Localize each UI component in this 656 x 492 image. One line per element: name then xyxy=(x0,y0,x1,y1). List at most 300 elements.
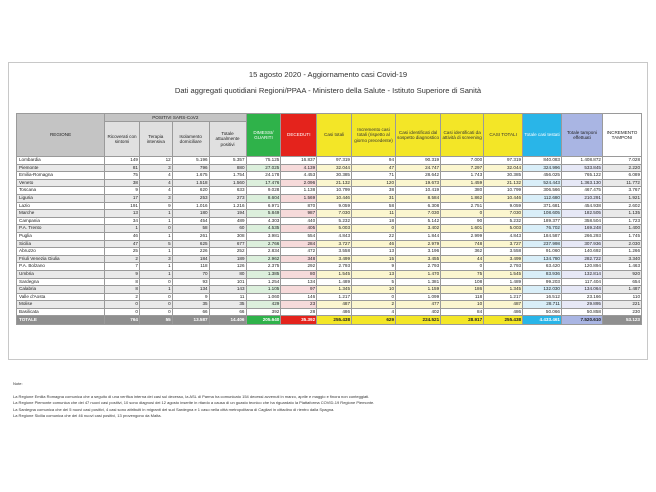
table-cell: 252 xyxy=(209,248,246,256)
table-cell: 487 xyxy=(484,301,523,309)
page-title: 15 agosto 2020 - Aggiornamento casi Covid-19 xyxy=(248,70,408,79)
table-row xyxy=(17,179,642,187)
total-cell: 255.438 xyxy=(317,316,352,325)
table-cell: 677 xyxy=(209,240,246,248)
table-cell: 132.814 xyxy=(561,270,602,278)
table-cell: 9 xyxy=(172,293,209,301)
table-cell: 6.308 xyxy=(396,202,441,210)
table-cell: 1.844 xyxy=(396,232,441,240)
table-cell: 80 xyxy=(209,270,246,278)
total-cell: 53.123 xyxy=(602,316,641,325)
table-cell: 3.727 xyxy=(317,240,352,248)
table-cell: 169.248 xyxy=(561,225,602,233)
table-cell: 12 xyxy=(139,157,172,165)
table-cell: 2.220 xyxy=(602,164,641,172)
table-cell: 132.030 xyxy=(523,286,562,294)
table-cell: 5 xyxy=(352,278,396,286)
table-row xyxy=(17,187,642,195)
table-cell: 1.569 xyxy=(281,194,317,202)
table-cell: 796 xyxy=(172,164,209,172)
table-cell: 13 xyxy=(352,270,396,278)
region-name: Abruzzo xyxy=(17,248,105,256)
table-cell: 35 xyxy=(209,301,246,309)
table-cell: 1.743 xyxy=(441,172,484,180)
table-cell: 2.751 xyxy=(441,202,484,210)
region-name: Lazio xyxy=(17,202,105,210)
table-cell: 266.293 xyxy=(561,232,602,240)
table-cell: 6.971 xyxy=(246,202,281,210)
table-cell: 0 xyxy=(139,225,172,233)
table-row xyxy=(17,172,642,180)
total-cell: 35.392 xyxy=(281,316,317,325)
table-cell: 13 xyxy=(352,248,396,256)
col-header: CASI TOTALI xyxy=(484,114,523,157)
table-cell: 191 xyxy=(105,202,140,210)
table-cell: 1 xyxy=(139,263,172,271)
table-cell: 8.584 xyxy=(396,194,441,202)
table-cell: 80 xyxy=(281,270,317,278)
table-cell: 9 xyxy=(105,270,140,278)
table-cell: 58 xyxy=(172,225,209,233)
table-cell: 1.254 xyxy=(246,278,281,286)
table-row xyxy=(17,225,642,233)
table-cell: 1.675 xyxy=(172,172,209,180)
table-cell: 4.843 xyxy=(317,232,352,240)
table-cell: 0 xyxy=(139,278,172,286)
col-header: Totale attualmente positivi xyxy=(209,122,246,157)
table-row xyxy=(17,232,642,240)
table-cell: 58 xyxy=(352,202,396,210)
table-cell: 765.122 xyxy=(561,172,602,180)
col-header: INCREMENTO TAMPONI xyxy=(602,114,641,157)
table-cell: 10.799 xyxy=(317,187,352,195)
table-cell: 3.340 xyxy=(602,255,641,263)
table-cell: 1.459 xyxy=(441,179,484,187)
table-cell: 429 xyxy=(246,301,281,309)
table-cell: 149 xyxy=(105,157,140,165)
table-cell: 1 xyxy=(105,225,140,233)
table-cell: 6.089 xyxy=(602,172,641,180)
table-cell: 454 xyxy=(172,217,209,225)
region-name: Campania xyxy=(17,217,105,225)
table-cell: 1.745 xyxy=(602,232,641,240)
table-cell: 348 xyxy=(281,255,317,263)
region-name: Lombardia xyxy=(17,157,105,165)
table-row xyxy=(17,202,642,210)
region-name: Sicilia xyxy=(17,240,105,248)
region-name: Piemonte xyxy=(17,164,105,172)
table-cell: 1.489 xyxy=(484,278,523,286)
table-row xyxy=(17,210,642,218)
table-cell: 1.723 xyxy=(602,217,641,225)
table-cell: 2.096 xyxy=(281,179,317,187)
table-cell: 1 xyxy=(139,232,172,240)
table-cell: 987 xyxy=(281,210,317,218)
total-label: TOTALE xyxy=(17,316,105,325)
table-cell: 66 xyxy=(172,308,209,316)
table-cell: 3.558 xyxy=(484,248,523,256)
table-cell: 31 xyxy=(352,194,396,202)
table-cell: 93 xyxy=(172,278,209,286)
table-cell: 134.780 xyxy=(523,255,562,263)
region-name: P.A. Trento xyxy=(17,225,105,233)
table-cell: 16.837 xyxy=(281,157,317,165)
table-cell: 1.345 xyxy=(317,286,352,294)
table-cell: 110 xyxy=(602,293,641,301)
table-cell: 1.266 xyxy=(602,248,641,256)
table-cell: 1.217 xyxy=(317,293,352,301)
table-cell: 2.030 xyxy=(602,240,641,248)
table-cell: 30.385 xyxy=(484,172,523,180)
table-cell: 120 xyxy=(352,179,396,187)
table-row xyxy=(17,286,642,294)
table-cell: 112.680 xyxy=(523,194,562,202)
table-cell: 487 xyxy=(317,301,352,309)
table-cell: 0 xyxy=(441,263,484,271)
table-cell: 7.030 xyxy=(317,210,352,218)
table-cell: 524.443 xyxy=(523,179,562,187)
table-cell: 184 xyxy=(172,255,209,263)
table-cell: 3.558 xyxy=(317,248,352,256)
table-cell: 380 xyxy=(441,187,484,195)
table-cell: 2.979 xyxy=(396,240,441,248)
table-cell: 0 xyxy=(105,308,140,316)
region-name: Emilia-Romagna xyxy=(17,172,105,180)
region-name: Toscana xyxy=(17,187,105,195)
table-row xyxy=(17,164,642,172)
table-cell: 4.535 xyxy=(246,225,281,233)
col-header: Ricoverati con sintomi xyxy=(105,122,140,157)
table-cell: 146 xyxy=(281,293,317,301)
region-name: Puglia xyxy=(17,232,105,240)
table-cell: 17 xyxy=(105,194,140,202)
col-header: Isolamento domiciliare xyxy=(172,122,209,157)
total-cell: 7.520.610 xyxy=(561,316,602,325)
table-cell: 3 xyxy=(139,194,172,202)
table-cell: 554 xyxy=(281,232,317,240)
table-cell: 4.453 xyxy=(281,172,317,180)
table-cell: 633 xyxy=(209,187,246,195)
table-cell: 1.470 xyxy=(396,270,441,278)
table-cell: 1.463 xyxy=(602,263,641,271)
table-cell: 324.996 xyxy=(523,164,562,172)
region-name: Umbria xyxy=(17,270,105,278)
table-cell: 71 xyxy=(352,172,396,180)
table-cell: 477 xyxy=(396,301,441,309)
table-cell: 405 xyxy=(281,225,317,233)
table-cell: 2.834 xyxy=(246,248,281,256)
table-cell: 134 xyxy=(172,286,209,294)
table-cell: 4.303 xyxy=(246,217,281,225)
table-cell: 2.793 xyxy=(396,263,441,271)
table-cell: 94 xyxy=(352,157,396,165)
table-cell: 282.722 xyxy=(561,255,602,263)
table-cell: 10 xyxy=(352,286,396,294)
table-cell: 533.845 xyxy=(561,164,602,172)
table-cell: 108.605 xyxy=(523,210,562,218)
table-cell: 60 xyxy=(209,225,246,233)
table-cell: 180 xyxy=(172,210,209,218)
table-cell: 8 xyxy=(105,278,140,286)
table-cell: 5.196 xyxy=(172,157,209,165)
table-row xyxy=(17,278,642,286)
col-header: Incremento casi totali (rispetto al giorno precedente) xyxy=(352,114,396,157)
table-cell: 184.587 xyxy=(523,232,562,240)
table-cell: 7.297 xyxy=(441,164,484,172)
table-cell: 66 xyxy=(209,308,246,316)
table-cell: 81 xyxy=(105,164,140,172)
table-cell: 27.025 xyxy=(246,164,281,172)
total-cell: 205.640 xyxy=(246,316,281,325)
table-row xyxy=(17,308,642,316)
page-subtitle: Dati aggregati quotidiani Regioni/PPAA - Ministero della Salute - Istituto Superiore di Sanità xyxy=(174,86,482,95)
table-cell: 9 xyxy=(139,202,172,210)
table-cell: 625 xyxy=(172,240,209,248)
table-cell: 189.377 xyxy=(523,217,562,225)
table-cell: 25 xyxy=(105,248,140,256)
table-cell: 23.166 xyxy=(561,293,602,301)
table-cell: 11 xyxy=(209,293,246,301)
table-cell: 21.132 xyxy=(484,179,523,187)
total-row xyxy=(17,316,642,325)
table-cell: 63.420 xyxy=(523,263,562,271)
col-header: Totale casi testati xyxy=(523,114,562,157)
table-cell: 1.135 xyxy=(602,210,641,218)
table-cell: 38 xyxy=(105,179,140,187)
table-cell: 2.602 xyxy=(602,202,641,210)
table-cell: 5.232 xyxy=(317,217,352,225)
table-cell: 117.404 xyxy=(561,278,602,286)
col-header: Casi identificati da attività di screening xyxy=(441,114,484,157)
table-cell: 189 xyxy=(209,255,246,263)
table-row xyxy=(17,248,642,256)
table-cell: 9.059 xyxy=(317,202,352,210)
table-cell: 28.642 xyxy=(396,172,441,180)
table-cell: 1.862 xyxy=(441,194,484,202)
region-name: Calabria xyxy=(17,286,105,294)
table-cell: 11.772 xyxy=(602,179,641,187)
table-cell: 7.030 xyxy=(396,210,441,218)
table-cell: 84 xyxy=(441,308,484,316)
table-cell: 2 xyxy=(352,301,396,309)
table-cell: 1.060 xyxy=(246,293,281,301)
table-cell: 210.291 xyxy=(561,194,602,202)
table-cell: 3.981 xyxy=(246,232,281,240)
table-cell: 0 xyxy=(139,293,172,301)
table-cell: 38 xyxy=(352,187,396,195)
table-cell: 118 xyxy=(441,293,484,301)
table-row xyxy=(17,255,642,263)
table-cell: 292 xyxy=(281,263,317,271)
note-line: La Sardegna comunica che dei 5 nuovi casi positivi, 4 casi sono attribuiti in migranti del sud Sardegna e 1 caso nella città metropolitana di Cagliari in cittadino di rientro dalla Spagna. xyxy=(13,406,335,412)
table-cell: 10.419 xyxy=(396,187,441,195)
table-cell: 486 xyxy=(484,308,523,316)
table-cell: 1 xyxy=(139,286,172,294)
table-cell: 2.766 xyxy=(246,240,281,248)
table-cell: 1.159 xyxy=(396,286,441,294)
table-cell: 101 xyxy=(209,278,246,286)
table-cell: 194 xyxy=(209,210,246,218)
table-row xyxy=(17,217,642,225)
table-cell: 3.455 xyxy=(396,255,441,263)
total-cell: 224.521 xyxy=(396,316,441,325)
table-cell: 50.858 xyxy=(561,308,602,316)
table-cell: 2 xyxy=(105,255,140,263)
total-cell: 255.438 xyxy=(484,316,523,325)
table-cell: 50.066 xyxy=(523,308,562,316)
table-cell: 75 xyxy=(105,172,140,180)
table-cell: 472 xyxy=(281,248,317,256)
table-cell: 273 xyxy=(209,194,246,202)
table-cell: 4.139 xyxy=(281,164,317,172)
table-cell: 8 xyxy=(105,286,140,294)
table-cell: 3 xyxy=(139,255,172,263)
table-cell: 4 xyxy=(352,308,396,316)
table-cell: 486 xyxy=(317,308,352,316)
table-cell: 10 xyxy=(441,301,484,309)
total-cell: 764 xyxy=(105,316,140,325)
table-cell: 1.216 xyxy=(209,202,246,210)
region-name: Friuli Venezia Giulia xyxy=(17,255,105,263)
table-cell: 1.099 xyxy=(396,293,441,301)
table-cell: 4.843 xyxy=(484,232,523,240)
table-cell: 9.028 xyxy=(246,187,281,195)
table-cell: 230 xyxy=(602,308,641,316)
table-cell: 2.793 xyxy=(484,263,523,271)
table-cell: 0 xyxy=(105,301,140,309)
table-cell: 7.030 xyxy=(484,210,523,218)
notes-section xyxy=(13,381,374,420)
table-cell: 3.196 xyxy=(396,248,441,256)
region-name: Sardegna xyxy=(17,278,105,286)
table-row xyxy=(17,157,642,165)
table-cell: 3.727 xyxy=(484,240,523,248)
table-cell: 75.125 xyxy=(246,157,281,165)
table-cell: 11 xyxy=(352,210,396,218)
table-cell: 134 xyxy=(281,278,317,286)
note-line: La Regione Sicilia comunica che dei 46 nuovi casi positivi, 13 provengono da Malta. xyxy=(13,413,162,419)
region-name: Marche xyxy=(17,210,105,218)
table-cell: 440 xyxy=(281,217,317,225)
table-cell: 748 xyxy=(441,240,484,248)
table-cell: 2 xyxy=(105,293,140,301)
covid-data-table xyxy=(16,113,642,325)
table-cell: 24.747 xyxy=(396,164,441,172)
table-cell: 0 xyxy=(139,308,172,316)
table-cell: 5.003 xyxy=(317,225,352,233)
table-row xyxy=(17,240,642,248)
table-cell: 10.799 xyxy=(484,187,523,195)
table-row xyxy=(17,270,642,278)
region-name: Molise xyxy=(17,301,105,309)
table-cell: 261 xyxy=(172,232,209,240)
table-cell: 134.064 xyxy=(561,286,602,294)
table-cell: 4 xyxy=(139,179,172,187)
table-row xyxy=(17,301,642,309)
table-cell: 221 xyxy=(602,301,641,309)
table-cell: 4 xyxy=(139,172,172,180)
table-cell: 70 xyxy=(172,270,209,278)
total-cell: 14.406 xyxy=(209,316,246,325)
table-cell: 46 xyxy=(352,240,396,248)
table-cell: 467.475 xyxy=(561,187,602,195)
note-line: La Regione Piemonte comunica che dei 47 nuovi casi positivi, 10 sono diagnosi dei 12 agosto inserite in ritardo a causa di un guasto tecnico che ha riguardato la Piattaforma COVID-19 Regione Piemonte. xyxy=(13,400,375,406)
col-header: DECEDUTI xyxy=(281,114,317,157)
table-cell: 1.217 xyxy=(484,293,523,301)
table-cell: 237.998 xyxy=(523,240,562,248)
table-cell: 2.375 xyxy=(246,263,281,271)
table-cell: 7.028 xyxy=(602,157,641,165)
table-cell: 1.754 xyxy=(209,172,246,180)
table-cell: 7 xyxy=(105,263,140,271)
total-cell: 28.917 xyxy=(441,316,484,325)
table-cell: 29.895 xyxy=(561,301,602,309)
table-cell: 10.446 xyxy=(484,194,523,202)
table-cell: 358.504 xyxy=(561,217,602,225)
table-cell: 392 xyxy=(246,308,281,316)
table-cell: 4 xyxy=(139,187,172,195)
table-cell: 143 xyxy=(209,286,246,294)
region-name: Basilicata xyxy=(17,308,105,316)
table-cell: 1.518 xyxy=(172,179,209,187)
table-cell: 1.381 xyxy=(396,278,441,286)
table-cell: 99.203 xyxy=(523,278,562,286)
positive-group-header: POSITIVI SARS-CoV2 xyxy=(105,114,246,122)
table-cell: 1.560 xyxy=(209,179,246,187)
table-cell: 1.408.872 xyxy=(561,157,602,165)
note-line: La Regione Emilia Romagna comunica che a seguito di una verifica interna dei casi sul decesso, la ASL di Parma ha comunicato 154 decessi avvenuti in marzo, aprile e maggio e finora non conteggiati. xyxy=(13,393,370,399)
col-header: Terapia intensiva xyxy=(139,122,172,157)
table-cell: 5.232 xyxy=(484,217,523,225)
table-cell: 186 xyxy=(441,286,484,294)
table-cell: 90 xyxy=(441,217,484,225)
table-cell: 0 xyxy=(139,301,172,309)
table-cell: 83.936 xyxy=(523,270,562,278)
table-cell: 32.044 xyxy=(317,164,352,172)
table-cell: 15 xyxy=(352,255,396,263)
table-cell: 840.083 xyxy=(523,157,562,165)
table-cell: 456.025 xyxy=(523,172,562,180)
table-cell: 1.545 xyxy=(317,270,352,278)
table-cell: 3 xyxy=(139,164,172,172)
table-cell: 24.178 xyxy=(246,172,281,180)
table-cell: 1.345 xyxy=(484,286,523,294)
table-cell: 22 xyxy=(352,232,396,240)
table-cell: 870 xyxy=(281,202,317,210)
total-cell: 4.433.461 xyxy=(523,316,562,325)
table-cell: 454.938 xyxy=(561,202,602,210)
table-cell: 97 xyxy=(281,286,317,294)
table-cell: 1.105 xyxy=(246,286,281,294)
table-cell: 3.767 xyxy=(602,187,641,195)
table-cell: 47 xyxy=(105,240,140,248)
total-cell: 13.587 xyxy=(172,316,209,325)
table-cell: 90.319 xyxy=(396,157,441,165)
table-cell: 1.016 xyxy=(172,202,209,210)
table-cell: 1 xyxy=(139,248,172,256)
col-header: DIMESSI/ GUARITI xyxy=(246,114,281,157)
table-cell: 284 xyxy=(281,240,317,248)
table-cell: 1.601 xyxy=(441,225,484,233)
table-cell: 1.487 xyxy=(602,286,641,294)
table-cell: 34 xyxy=(105,217,140,225)
table-cell: 920 xyxy=(602,270,641,278)
table-cell: 1.921 xyxy=(602,194,641,202)
table-cell: 108 xyxy=(441,278,484,286)
table-cell: 3.499 xyxy=(317,255,352,263)
table-cell: 2.793 xyxy=(317,263,352,271)
table-cell: 1 xyxy=(139,270,172,278)
